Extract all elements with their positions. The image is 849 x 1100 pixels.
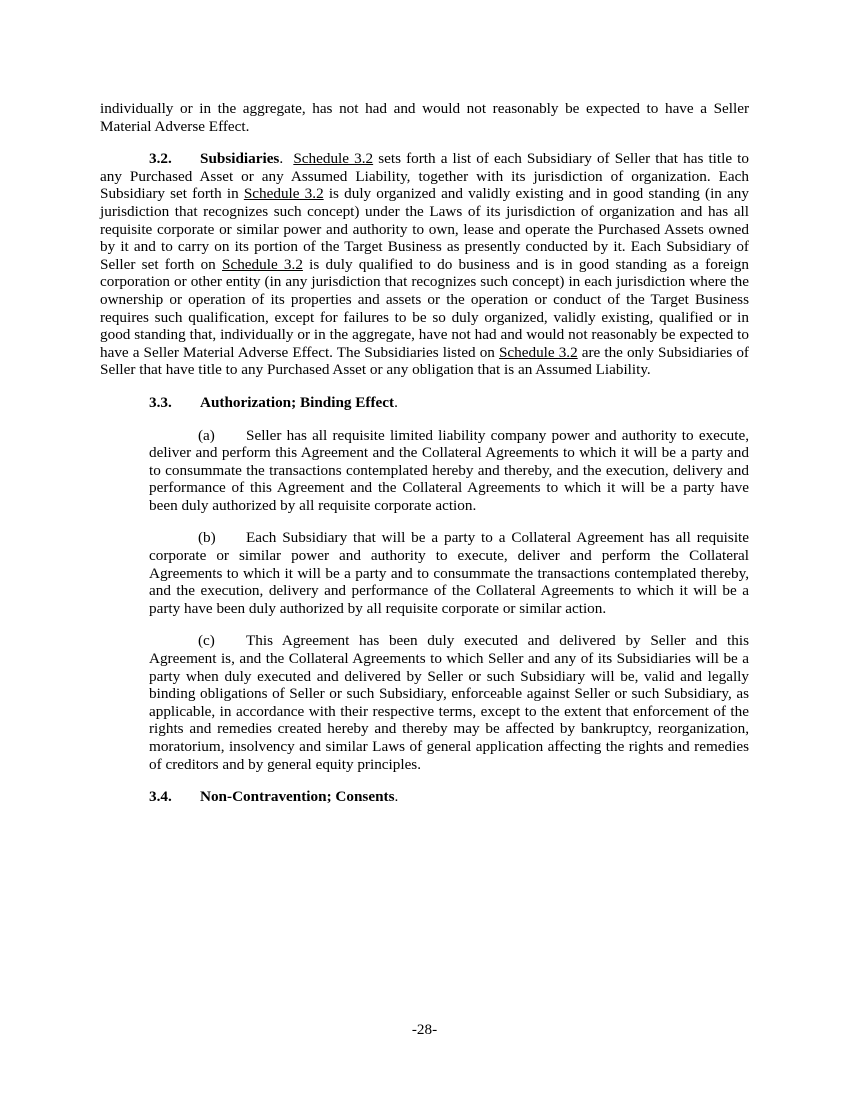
clause-label: (b) bbox=[198, 529, 216, 547]
section-title: Non-Contravention; Consents bbox=[200, 788, 395, 806]
section-number: 3.3. bbox=[149, 393, 172, 411]
section-title: Authorization; Binding Effect bbox=[200, 393, 395, 411]
clause-label: (a) bbox=[198, 426, 215, 444]
schedule-reference: Schedule 3.2 bbox=[293, 150, 374, 168]
section-3-3-heading: 3.3. Authorization; Binding Effect. bbox=[149, 393, 398, 411]
page-number: -28- bbox=[411, 1021, 438, 1038]
intro-paragraph: individually or in the aggregate, has not had and would not reasonably be expected to have a Seller Material Adverse Effect. bbox=[100, 100, 749, 135]
section-number: 3.4. bbox=[149, 788, 172, 806]
document-page bbox=[100, 100, 749, 806]
schedule-reference: Schedule 3.2 bbox=[243, 185, 324, 203]
section-title: Subsidiaries bbox=[200, 150, 280, 168]
section-number: 3.2. bbox=[149, 150, 172, 168]
section-3-4-heading: 3.4. Non-Contravention; Consents. bbox=[149, 788, 399, 806]
clause-b: (b) Each Subsidiary that will be a party to a Collateral Agreement has all requisite corporate or similar power and authority to execute, deliver and perform the Collateral Agreements to which it will be a party and to consummate the transactions contemplated thereby, and the execution, delivery and performance of the Collateral Agreements to which it will be a party have been duly authorized by all requisite corporate or similar action. bbox=[149, 529, 749, 617]
clause-a: (a) Seller has all requisite limited liability company power and authority to execute, deliver and perform this Agreement and the Collateral Agreements to which it will be a party and to consummate the transactions contemplated hereby and thereby, and the execution, delivery and performance of this Agreement and the Collateral Agreements to which it will be a party have been duly authorized by all requisite corporate action. bbox=[149, 426, 749, 514]
schedule-reference: Schedule 3.2 bbox=[222, 255, 303, 273]
clause-c: (c) This Agreement has been duly executed and delivered by Seller and this Agreement is, and the Collateral Agreements to which Seller and any of its Subsidiaries will be a party when duly executed and delivered by Seller or such Subsidiary will be, valid and legally binding obligations of Seller or such Subsidiary, enforceable against Seller or such Subsidiary, as applicable, in accordance with their respective terms, except to the extent that enforcement of the rights and remedies created hereby and thereby may be affected by bankruptcy, reorganization, moratorium, insolvency and similar Laws of general application affecting the rights and remedies of creditors and by general equity principles. bbox=[149, 632, 749, 773]
section-3-2: 3.2. Subsidiaries. Schedule 3.2 sets forth a list of each Subsidiary of Seller that has title to any Purchased Asset or any Assumed Liability, together with its jurisdiction of organization. Each Subsidiary set forth in Schedule 3.2 is duly organized and validly existing and in good standing (in any jurisdiction that recognizes such concept) under the Laws of its jurisdiction of organization and has all requisite corporate or similar power and authority to own, lease and operate the Purchased Assets owned by it and to carry on its portion of the Target Business as presently conducted by it. Each Subsidiary of Seller set forth on Schedule 3.2 is duly qualified to do business and is in good standing as a foreign corporation or other entity (in any jurisdiction that recognizes such concept) in each jurisdiction where the ownership or operation of its properties and assets or the operation or conduct of the Target Business requires such qualification, except for failures to be so duly organized, validly existing, qualified or in good standing that, individually or in the aggregate, have not had and would not reasonably be expected to have a Seller Material Adverse Effect. The Subsidiaries listed on Schedule 3.2 are the only Subsidiaries of Seller that have title to any Purchased Asset or any obligation that is an Assumed Liability. bbox=[100, 150, 749, 379]
schedule-reference: Schedule 3.2 bbox=[498, 343, 578, 361]
clause-label: (c) bbox=[198, 632, 215, 650]
